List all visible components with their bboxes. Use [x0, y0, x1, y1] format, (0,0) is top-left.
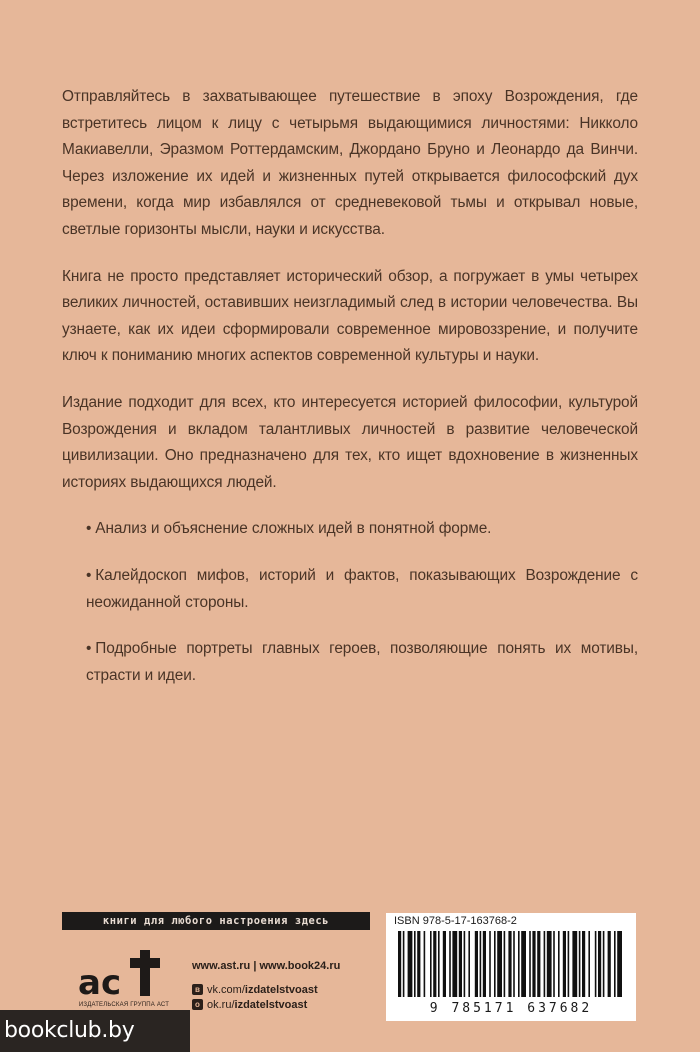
barcode-bar-27	[532, 931, 535, 997]
barcode-bar-44	[617, 931, 622, 997]
barcode-bar-32	[558, 931, 560, 997]
paragraph-3: Издание подходит для всех, кто интересуется историей философии, культурой Возрождения и вкладом талантливых личностей в развитие человеческой цивилизации. Оно предназначено для тех, кто ищет вдохновение в жизненных историях выдающихся людей.	[62, 393, 638, 491]
barcode-bar-35	[572, 931, 577, 997]
publisher-logo	[64, 946, 184, 1010]
barcode-bar-18	[489, 931, 491, 997]
ok-handle: izdatelstvoast	[234, 998, 308, 1011]
barcode-bar-34	[568, 931, 570, 997]
series-tagline: книги для любого настроения здесь	[62, 912, 370, 930]
bullet-text-2: Калейдоскоп мифов, историй и фактов, показывающих Возрождение с неожиданной стороны.	[86, 566, 638, 611]
barcode-bar-0	[398, 931, 401, 997]
ok-icon: о	[192, 999, 203, 1010]
barcode-bar-30	[547, 931, 552, 997]
barcode-bar-33	[563, 931, 566, 997]
barcode-bar-4	[417, 931, 420, 997]
barcode-bar-24	[518, 931, 520, 997]
watermark: bookclub.by	[0, 1010, 190, 1052]
paragraph-2: Книга не просто представляет исторический обзор, а погружает в умы четырех великих личностей, оставивших неизгладимый след в истории человечества. Вы узнаете, как их идеи сформировали современное мировоззрение, и получите ключ к пониманию многих аспектов современной культуры и науки.	[62, 267, 638, 365]
barcode-bar-16	[480, 931, 482, 997]
barcode-bar-1	[403, 931, 405, 997]
barcode-bar-10	[449, 931, 451, 997]
barcode-bar-23	[513, 931, 515, 997]
barcode-bar-11	[452, 931, 457, 997]
barcode-bar-17	[483, 931, 486, 997]
vk-icon: в	[192, 984, 203, 995]
websites-link[interactable]: www.ast.ru | www.book24.ru	[192, 960, 341, 972]
barcode-bar-43	[614, 931, 616, 997]
barcode-bar-29	[544, 931, 546, 997]
bullet-item-3	[86, 636, 638, 689]
barcode-bar-14	[468, 931, 470, 997]
barcode-bar-36	[579, 931, 581, 997]
barcode-bar-41	[603, 931, 605, 997]
barcode-bar-15	[475, 931, 478, 997]
barcode-bar-5	[424, 931, 426, 997]
barcode-bar-7	[433, 931, 436, 997]
barcode-bars	[394, 931, 628, 999]
barcode-bar-8	[438, 931, 440, 997]
bullet-text-3: Подробные портреты главных героев, позволяющие понять их мотивы, страсти и идеи.	[86, 640, 638, 684]
isbn-label: ISBN 978-5-17-163768-2	[394, 915, 517, 927]
svg-text:ac: ac	[78, 963, 122, 1002]
barcode-bar-37	[582, 931, 585, 997]
barcode-bar-21	[504, 931, 506, 997]
bullet-item-2	[86, 563, 638, 616]
barcode-bar-31	[553, 931, 555, 997]
barcode-bar-9	[443, 931, 446, 997]
barcode-digits: 9 785171 637682	[429, 1001, 593, 1016]
barcode-bar-38	[588, 931, 590, 997]
bullet-text-1: Анализ и объяснение сложных идей в понятной форме.	[95, 520, 492, 538]
barcode-bar-39	[595, 931, 597, 997]
barcode-bar-25	[521, 931, 526, 997]
barcode-bar-42	[608, 931, 611, 997]
barcode-bar-19	[494, 931, 496, 997]
vk-handle: izdatelstvoast	[244, 983, 318, 996]
barcode-bar-26	[529, 931, 531, 997]
paragraph-1: Отправляйтесь в захватывающее путешествие в эпоху Возрождения, где встретитесь лицом к лицу с четырьмя выдающимися личностями: Никколо Макиавелли, Эразмом Роттердамским, Джордано Бруно и Леонардо да Винчи. Через изложение их идей и жизненных путей открывается философский дух времени, когда мир избавлялся от средневековой тьмы и открывал новые, светлые горизонты мысли, науки и искусства.	[62, 88, 638, 238]
barcode-bar-13	[464, 931, 466, 997]
barcode-bar-2	[408, 931, 413, 997]
barcode-bar-20	[497, 931, 502, 997]
ok-link[interactable]	[192, 997, 340, 1012]
ast-logo-icon	[64, 946, 184, 1002]
barcode-bar-6	[430, 931, 432, 997]
vk-link[interactable]	[192, 982, 340, 997]
barcode-bar-12	[459, 931, 462, 997]
logo-subtitle: ИЗДАТЕЛЬСКАЯ ГРУППА АСТ	[78, 1002, 170, 1008]
barcode-bar-28	[537, 931, 540, 997]
bullet-dot: •	[86, 520, 92, 538]
publisher-links	[192, 960, 340, 1012]
bullet-dot: •	[86, 640, 92, 658]
ok-prefix: ok.ru/	[207, 998, 235, 1011]
barcode-bar-40	[598, 931, 601, 997]
barcode-bar-22	[508, 931, 511, 997]
bullet-item-1	[86, 516, 638, 543]
barcode-panel	[386, 913, 636, 1021]
barcode-bar-3	[414, 931, 416, 997]
annotation-text	[62, 84, 638, 709]
bullet-dot: •	[86, 566, 92, 584]
vk-prefix: vk.com/	[207, 983, 245, 996]
